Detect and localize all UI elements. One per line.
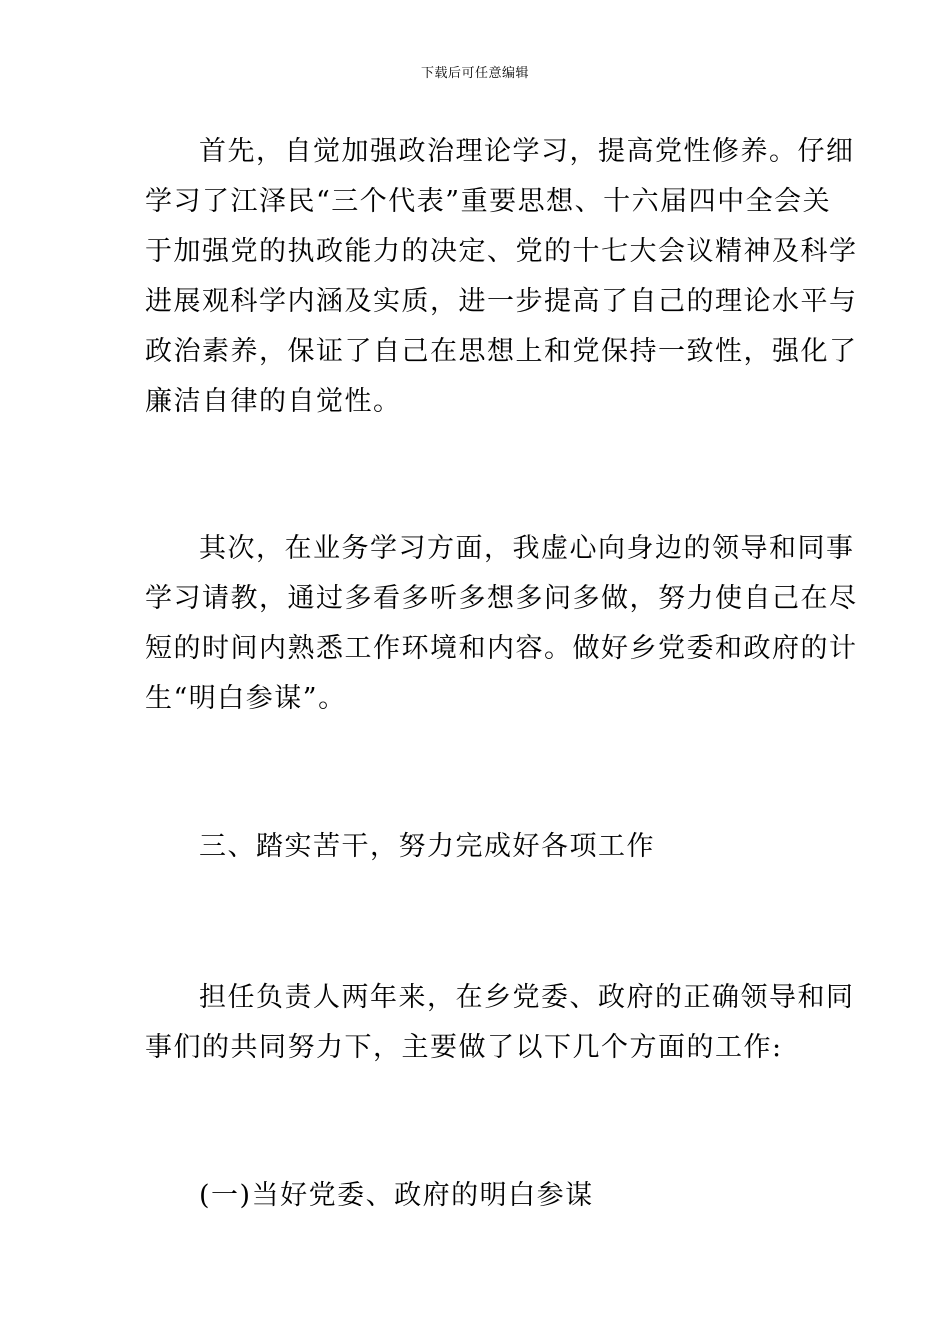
- paragraph-line: 短的时间内熟悉工作环境和内容。做好乡党委和政府的计: [145, 633, 858, 664]
- paragraph-line: 学习了江泽民“三个代表”重要思想、十六届四中全会关: [145, 186, 832, 217]
- subsection-heading-text: (一)当好党委、政府的明白参谋: [199, 1180, 594, 1211]
- paragraph-line: 廉洁自律的自觉性。: [145, 386, 402, 417]
- paragraph-line: 事们的共同努力下，主要做了以下几个方面的工作:: [145, 1032, 783, 1063]
- paragraph-line: 生“明白参谋”。: [145, 683, 347, 714]
- paragraph-line: 于加强党的执政能力的决定、党的十七大会议精神及科学: [145, 236, 858, 267]
- paragraph-line: 担任负责人两年来，在乡党委、政府的正确领导和同: [199, 982, 855, 1013]
- paragraph-line: 首先，自觉加强政治理论学习，提高党性修养。仔细: [199, 136, 855, 167]
- section-heading-text: 三、踏实苦干，努力完成好各项工作: [199, 831, 655, 862]
- paragraph-line: 政治素养，保证了自己在思想上和党保持一致性，强化了: [145, 336, 858, 367]
- paragraph-self-study: [145, 127, 858, 427]
- section-heading: [145, 822, 810, 872]
- paragraph-line: 学习请教，通过多看多听多想多问多做，努力使自己在尽: [145, 583, 858, 614]
- paragraph-line: 其次，在业务学习方面，我虚心向身边的领导和同事: [199, 533, 855, 564]
- subsection-heading: [145, 1171, 810, 1221]
- paragraph-work-summary: [145, 973, 855, 1073]
- paragraph-business-study: [145, 524, 858, 724]
- header-note: 下载后可任意编辑: [420, 66, 529, 81]
- paragraph-line: 进展观科学内涵及实质，进一步提高了自己的理论水平与: [145, 286, 858, 317]
